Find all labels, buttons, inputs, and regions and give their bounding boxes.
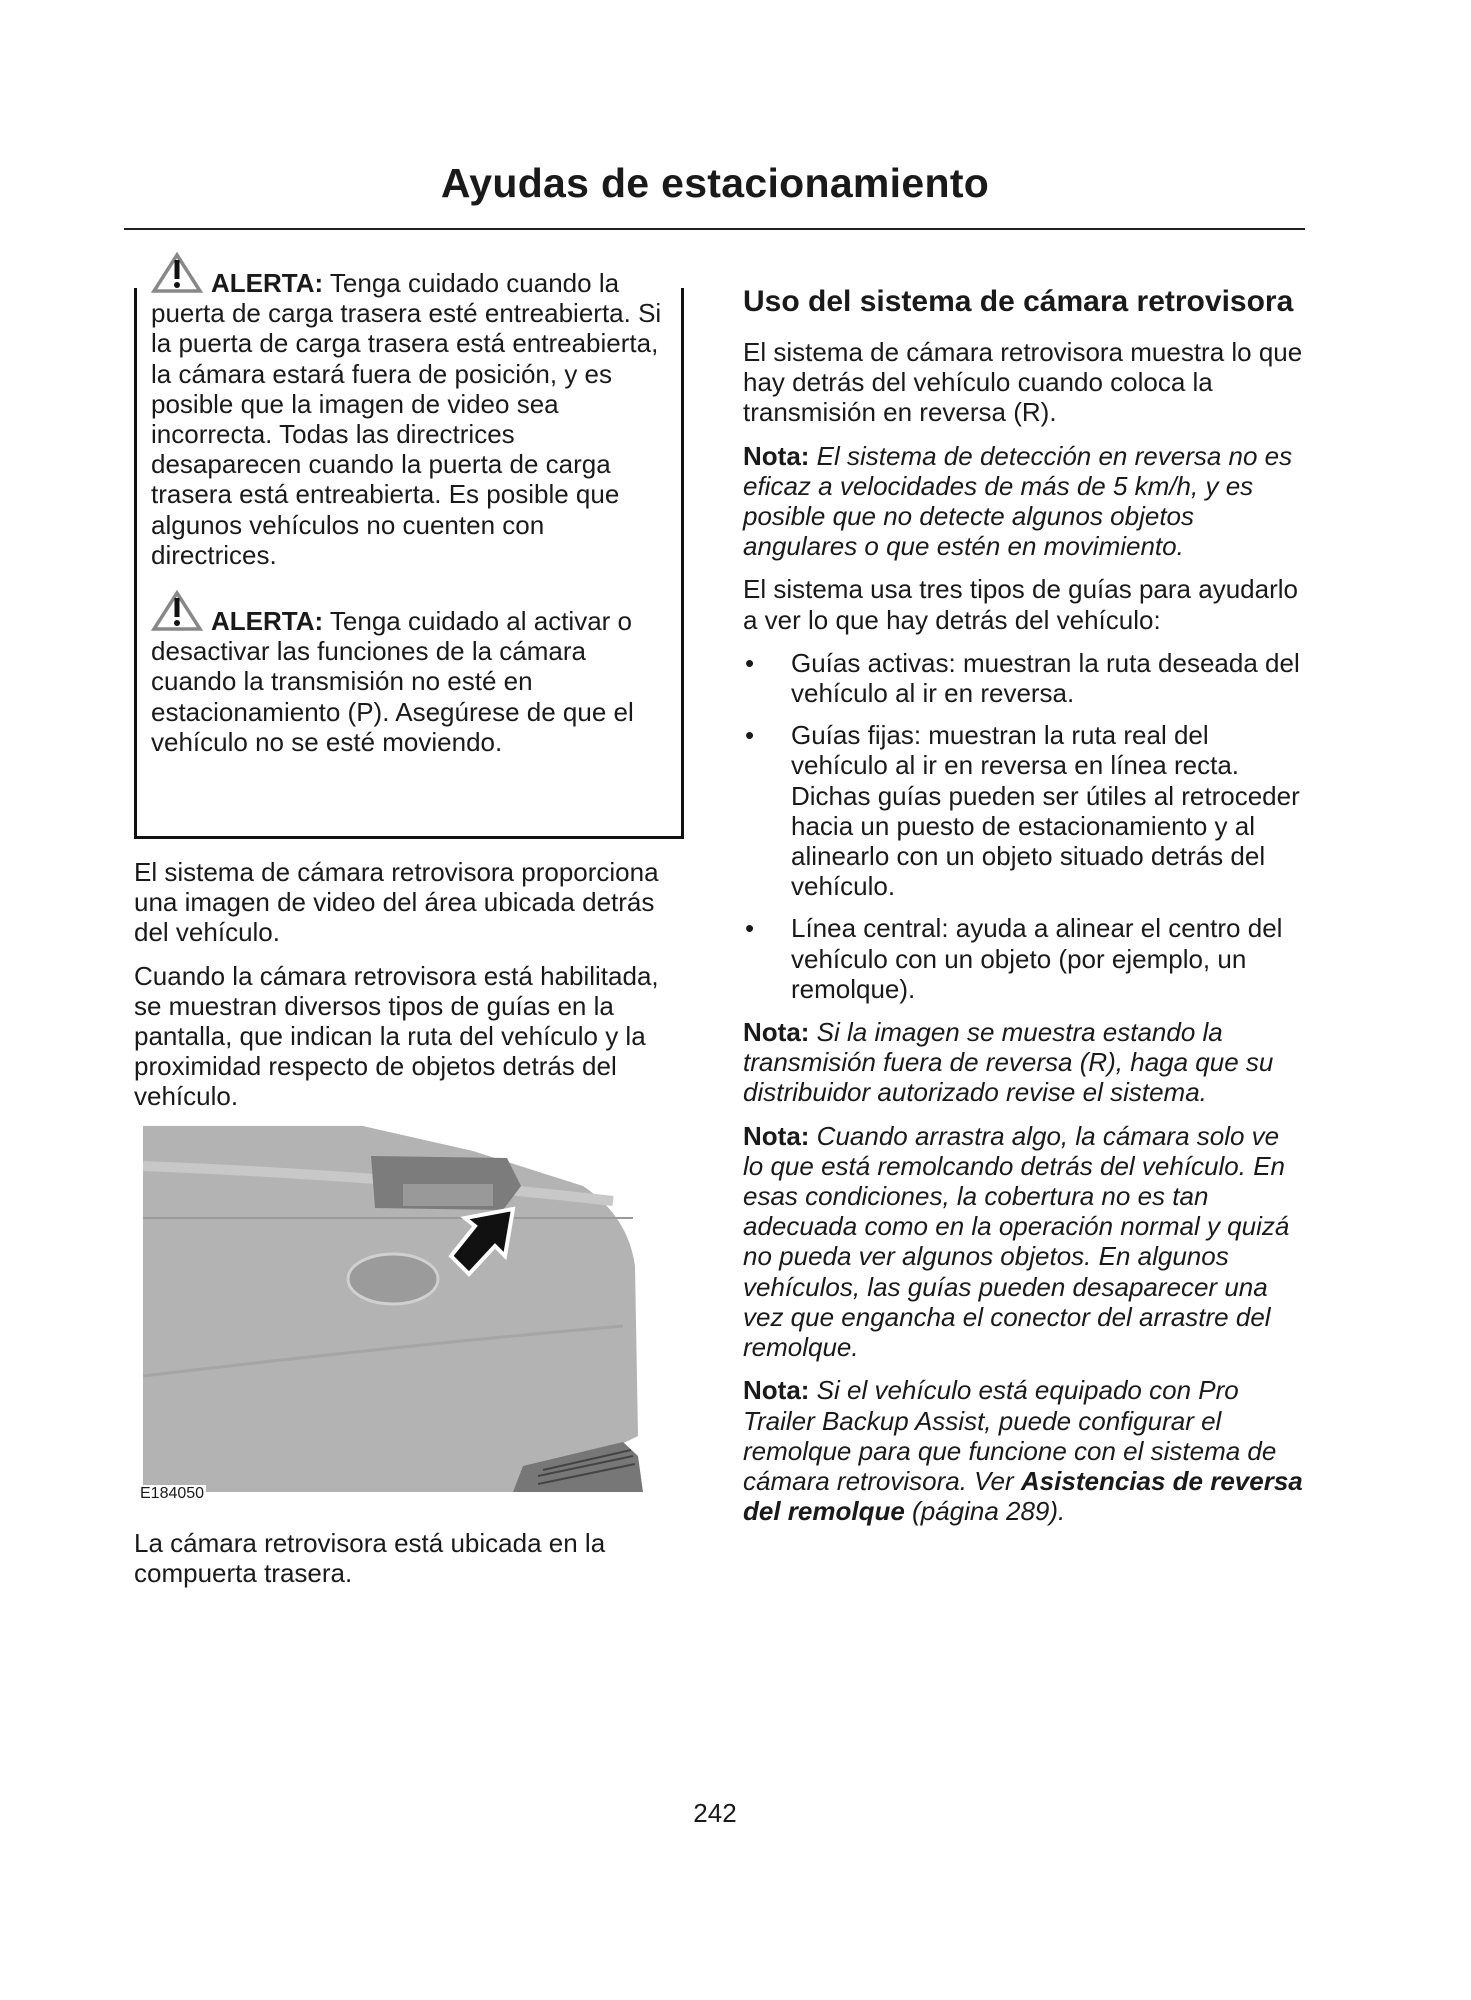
note-text: Cuando arrastra algo, la cámara solo ve lo que está remolcando detrás del vehículo. En esas condiciones, la cobertura no es tan adecuada como en la operación normal y quizá no pueda ver algunos objetos. En algunos vehículos, las guías pueden desaparecer una vez que engancha el conector del arrastre del remolque. [743,1120,1290,1363]
note-label: Nota: [743,1375,810,1406]
alert-1 [151,252,671,570]
cross-reference-link[interactable]: Asistencias de reversa del remolque [743,1465,1303,1527]
list-item-text: Guías activas: muestran la ruta deseada del vehículo al ir en reversa. [791,647,1300,709]
note-label: Nota: [743,1120,810,1151]
note [743,441,1303,562]
paragraph: El sistema de cámara retrovisora proporciona una imagen de video del área ubicada detrás del vehículo. [134,857,659,948]
note-text: Si el vehículo está equipado con Pro Trailer Backup Assist, puede configurar el remolque para que funcione con el sistema de cámara retrovisora. Ver [743,1375,1277,1496]
note [743,1121,1303,1363]
header-divider [124,228,1305,230]
list-item [743,720,1303,901]
warning-box [134,268,684,839]
page-title: Ayudas de estacionamiento [440,160,990,206]
note [743,1375,1303,1526]
guides-list [743,648,1303,1004]
section-heading: Uso del sistema de cámara retrovisora [743,285,1294,318]
tailgate-camera-illustration [143,1126,655,1492]
alert-text: Tenga cuidado cuando la puerta de carga trasera esté entreabierta. Si la puerta de carga trasera está entreabierta, la cámara estará fuera de posición, y es posible que la imagen de video sea incorrecta. Todas las directrices desaparecen cuando la puerta de carga trasera está entreabierta. Es posible que algunos vehículos no cuenten con directrices. [151,268,662,570]
paragraph: El sistema de cámara retrovisora muestra lo que hay detrás del vehículo cuando coloca la transmisión en reversa (R). [743,337,1303,428]
warning-triangle-icon [151,252,203,294]
alert-label: ALERTA: [211,606,324,636]
figure-caption: La cámara retrovisora está ubicada en la compuerta trasera. [134,1528,606,1589]
list-item [743,648,1303,708]
alert-label: ALERTA: [211,268,324,298]
list-item [743,913,1303,1004]
page-number: 242 [693,1798,737,1828]
paragraph: Cuando la cámara retrovisora está habilitada, se muestran diversos tipos de guías en la pantalla, que indican la ruta del vehículo y la proximidad respecto de objetos detrás del vehículo. [134,960,659,1112]
paragraph: El sistema usa tres tipos de guías para ayudarlo a ver lo que hay detrás del vehículo: [743,574,1298,635]
list-item-text: Línea central: ayuda a alinear el centro del vehículo con un objeto (por ejemplo, un remolque). [791,913,1283,1004]
bullet: • [745,720,755,751]
bullet: • [745,913,755,944]
warning-triangle-icon [151,590,203,632]
note-text: El sistema de detección en reversa no es eficaz a velocidades de más de 5 km/h, y es posible que no detecte algunos objetos angulares o que estén en movimiento. [743,440,1293,562]
alert-2 [151,590,671,757]
note [743,1017,1303,1108]
right-column [743,286,1303,1539]
note-label: Nota: [743,1017,810,1048]
note-text: Si la imagen se muestra estando la transmisión fuera de reversa (R), haga que su distribuidor autorizado revise el sistema. [743,1017,1274,1108]
bullet: • [745,647,755,678]
page-reference: (página 289). [904,1496,1066,1527]
note-label: Nota: [743,440,810,471]
alert-text: Tenga cuidado al activar o desactivar las funciones de la cámara cuando la transmisión no esté en estacionamiento (P). Asegúrese de que el vehículo no se esté moviendo. [151,606,634,757]
left-column [134,857,690,1125]
list-item-text: Guías fijas: muestran la ruta real del vehículo al ir en reversa en línea recta. Dichas guías pueden ser útiles al retroceder hacia un puesto de estacionamiento y al alinearlo con un objeto situado detrás del vehículo. [791,720,1300,902]
figure-id: E184050 [140,1485,205,1502]
